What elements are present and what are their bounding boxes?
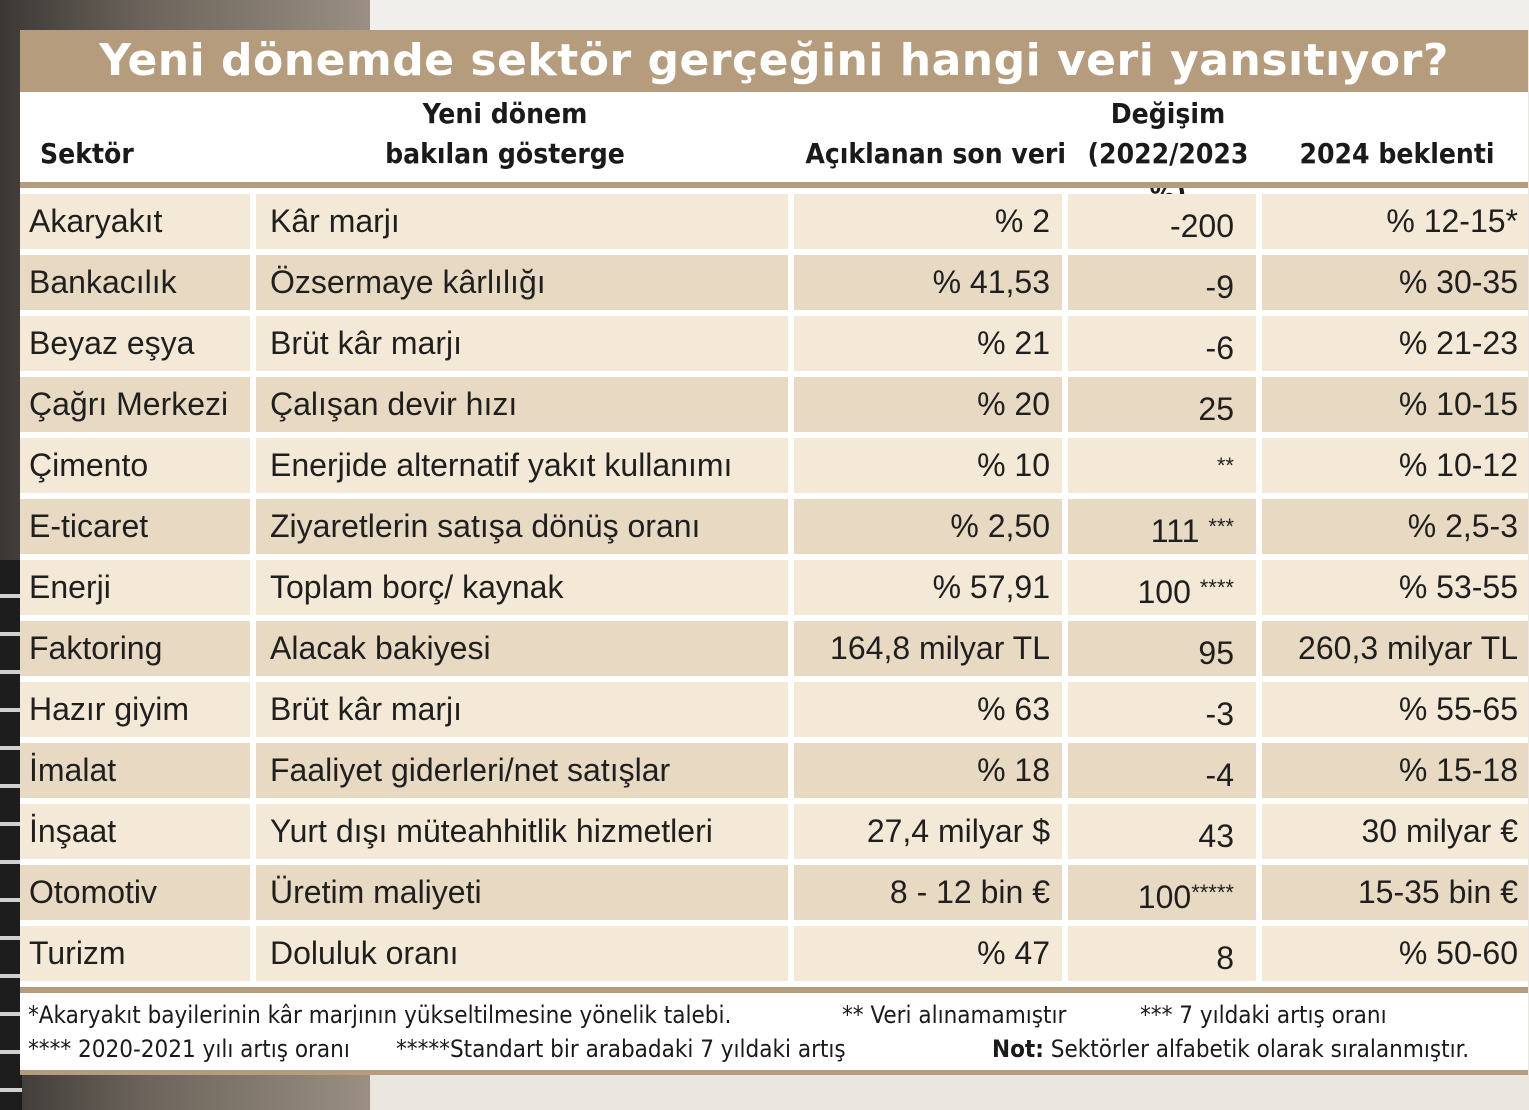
cell-sector: Enerji: [20, 560, 250, 615]
sort-note: [992, 1033, 1469, 1065]
cell-expectation: % 30-35: [1262, 255, 1528, 310]
header-latest: Açıklanan son veri: [805, 137, 1066, 170]
cell-latest: % 2: [794, 194, 1062, 249]
cell-sector: Turizm: [20, 926, 250, 981]
cell-indicator: Enerjide alternatif yakıt kullanımı: [256, 438, 788, 493]
cell-latest: % 20: [794, 377, 1062, 432]
cell-change: [1068, 438, 1256, 493]
cell-sector: Bankacılık: [20, 255, 250, 310]
cell-indicator: Brüt kâr marjı: [256, 316, 788, 371]
change-value: 43: [1198, 818, 1234, 854]
cell-indicator: Üretim maliyeti: [256, 865, 788, 920]
cell-sector: Otomotiv: [20, 865, 250, 920]
footnote-4: **** 2020-2021 yılı artış oranı: [28, 1035, 350, 1063]
cell-expectation: % 10-15: [1262, 377, 1528, 432]
table-row: [20, 621, 1528, 676]
header-sector: Sektör: [40, 137, 134, 170]
change-value: -6: [1205, 330, 1234, 366]
header-change-line1: Değişim: [1110, 97, 1226, 130]
footer-bottom-rule: [20, 1070, 1528, 1075]
table-row: [20, 560, 1528, 615]
infographic-card: [20, 30, 1528, 1075]
cell-indicator: Ziyaretlerin satışa dönüş oranı: [256, 499, 788, 554]
cell-latest: 8 - 12 bin €: [794, 865, 1062, 920]
cell-expectation: 260,3 milyar TL: [1262, 621, 1528, 676]
cell-latest: % 18: [794, 743, 1062, 798]
cell-indicator: Faaliyet giderleri/net satışlar: [256, 743, 788, 798]
table-header: [20, 92, 1528, 182]
table-row: [20, 804, 1528, 859]
change-footnote-mark: ****: [1199, 575, 1234, 600]
background-keyboard: [0, 560, 22, 1110]
table-row: [20, 255, 1528, 310]
header-indicator-line2: bakılan gösterge: [385, 137, 625, 170]
cell-latest: % 2,50: [794, 499, 1062, 554]
header-expectation: 2024 beklenti: [1299, 137, 1495, 170]
change-footnote-mark: *****: [1191, 880, 1234, 905]
sort-note-label: Not:: [992, 1035, 1044, 1063]
cell-expectation: 15-35 bin €: [1262, 865, 1528, 920]
cell-indicator: Kâr marjı: [256, 194, 788, 249]
change-footnote-mark: ***: [1208, 514, 1234, 539]
change-value: -9: [1205, 269, 1234, 305]
cell-expectation: % 10-12: [1262, 438, 1528, 493]
change-value: 8: [1216, 940, 1234, 976]
change-value: -200: [1169, 208, 1234, 244]
cell-change: [1068, 499, 1256, 554]
header-indicator-line1: Yeni dönem: [422, 97, 588, 130]
footnote-1: *Akaryakıt bayilerinin kâr marjının yükseltilmesine yönelik talebi.: [28, 1001, 732, 1029]
cell-sector: İnşaat: [20, 804, 250, 859]
cell-sector: Akaryakıt: [20, 194, 250, 249]
cell-change: [1068, 926, 1256, 981]
cell-change: [1068, 255, 1256, 310]
cell-latest: % 47: [794, 926, 1062, 981]
cell-change: [1068, 865, 1256, 920]
cell-expectation: % 12-15*: [1262, 194, 1528, 249]
cell-sector: İmalat: [20, 743, 250, 798]
cell-latest: % 41,53: [794, 255, 1062, 310]
cell-change: [1068, 194, 1256, 249]
cell-sector: E-ticaret: [20, 499, 250, 554]
cell-indicator: Alacak bakiyesi: [256, 621, 788, 676]
change-value: 111: [1150, 513, 1209, 549]
change-value: 95: [1198, 635, 1234, 671]
table-row: [20, 743, 1528, 798]
footnote-2: ** Veri alınamamıştır: [842, 1001, 1067, 1029]
change-value: -3: [1205, 696, 1234, 732]
cell-sector: Hazır giyim: [20, 682, 250, 737]
cell-latest: 27,4 milyar $: [794, 804, 1062, 859]
cell-change: [1068, 316, 1256, 371]
cell-change: [1068, 682, 1256, 737]
cell-indicator: Yurt dışı müteahhitlik hizmetleri: [256, 804, 788, 859]
change-value: 25: [1198, 391, 1234, 427]
table-row: [20, 865, 1528, 920]
header-indicator: [350, 94, 660, 174]
table-row: [20, 926, 1528, 981]
cell-latest: % 57,91: [794, 560, 1062, 615]
cell-latest: % 21: [794, 316, 1062, 371]
cell-change: [1068, 743, 1256, 798]
cell-indicator: Brüt kâr marjı: [256, 682, 788, 737]
cell-latest: 164,8 milyar TL: [794, 621, 1062, 676]
table-row: [20, 194, 1528, 249]
cell-change: [1068, 560, 1256, 615]
cell-expectation: % 21-23: [1262, 316, 1528, 371]
cell-sector: Faktoring: [20, 621, 250, 676]
background-top: [370, 0, 1529, 30]
cell-indicator: Toplam borç/ kaynak: [256, 560, 788, 615]
cell-change: [1068, 804, 1256, 859]
cell-change: [1068, 621, 1256, 676]
cell-expectation: % 55-65: [1262, 682, 1528, 737]
cell-sector: Çimento: [20, 438, 250, 493]
cell-change: [1068, 377, 1256, 432]
footnote-3: *** 7 yıldaki artış oranı: [1140, 1001, 1387, 1029]
cell-sector: Çağrı Merkezi: [20, 377, 250, 432]
cell-expectation: % 15-18: [1262, 743, 1528, 798]
cell-expectation: % 2,5-3: [1262, 499, 1528, 554]
table-row: [20, 499, 1528, 554]
cell-indicator: Özsermaye kârlılığı: [256, 255, 788, 310]
change-footnote-mark: **: [1216, 453, 1234, 478]
cell-expectation: % 53-55: [1262, 560, 1528, 615]
footnote-5: *****Standart bir arabadaki 7 yıldaki artış: [396, 1035, 846, 1063]
header-divider: [20, 182, 1528, 188]
cell-indicator: Doluluk oranı: [256, 926, 788, 981]
cell-latest: % 10: [794, 438, 1062, 493]
change-value: 100: [1137, 879, 1192, 915]
table-row: [20, 438, 1528, 493]
cell-sector: Beyaz eşya: [20, 316, 250, 371]
cell-indicator: Çalışan devir hızı: [256, 377, 788, 432]
footnotes: [20, 993, 1528, 1075]
table-row: [20, 377, 1528, 432]
table-row: [20, 316, 1528, 371]
cell-expectation: % 50-60: [1262, 926, 1528, 981]
change-value: 100: [1137, 574, 1200, 610]
page-title: Yeni dönemde sektör gerçeğini hangi veri yansıtıyor?: [20, 30, 1528, 92]
sort-note-text: Sektörler alfabetik olarak sıralanmıştır.: [1043, 1035, 1470, 1063]
cell-expectation: 30 milyar €: [1262, 804, 1528, 859]
cell-latest: % 63: [794, 682, 1062, 737]
table-row: [20, 682, 1528, 737]
header-change-line2: (2022/2023: [1087, 137, 1249, 170]
change-value: -4: [1205, 757, 1234, 793]
